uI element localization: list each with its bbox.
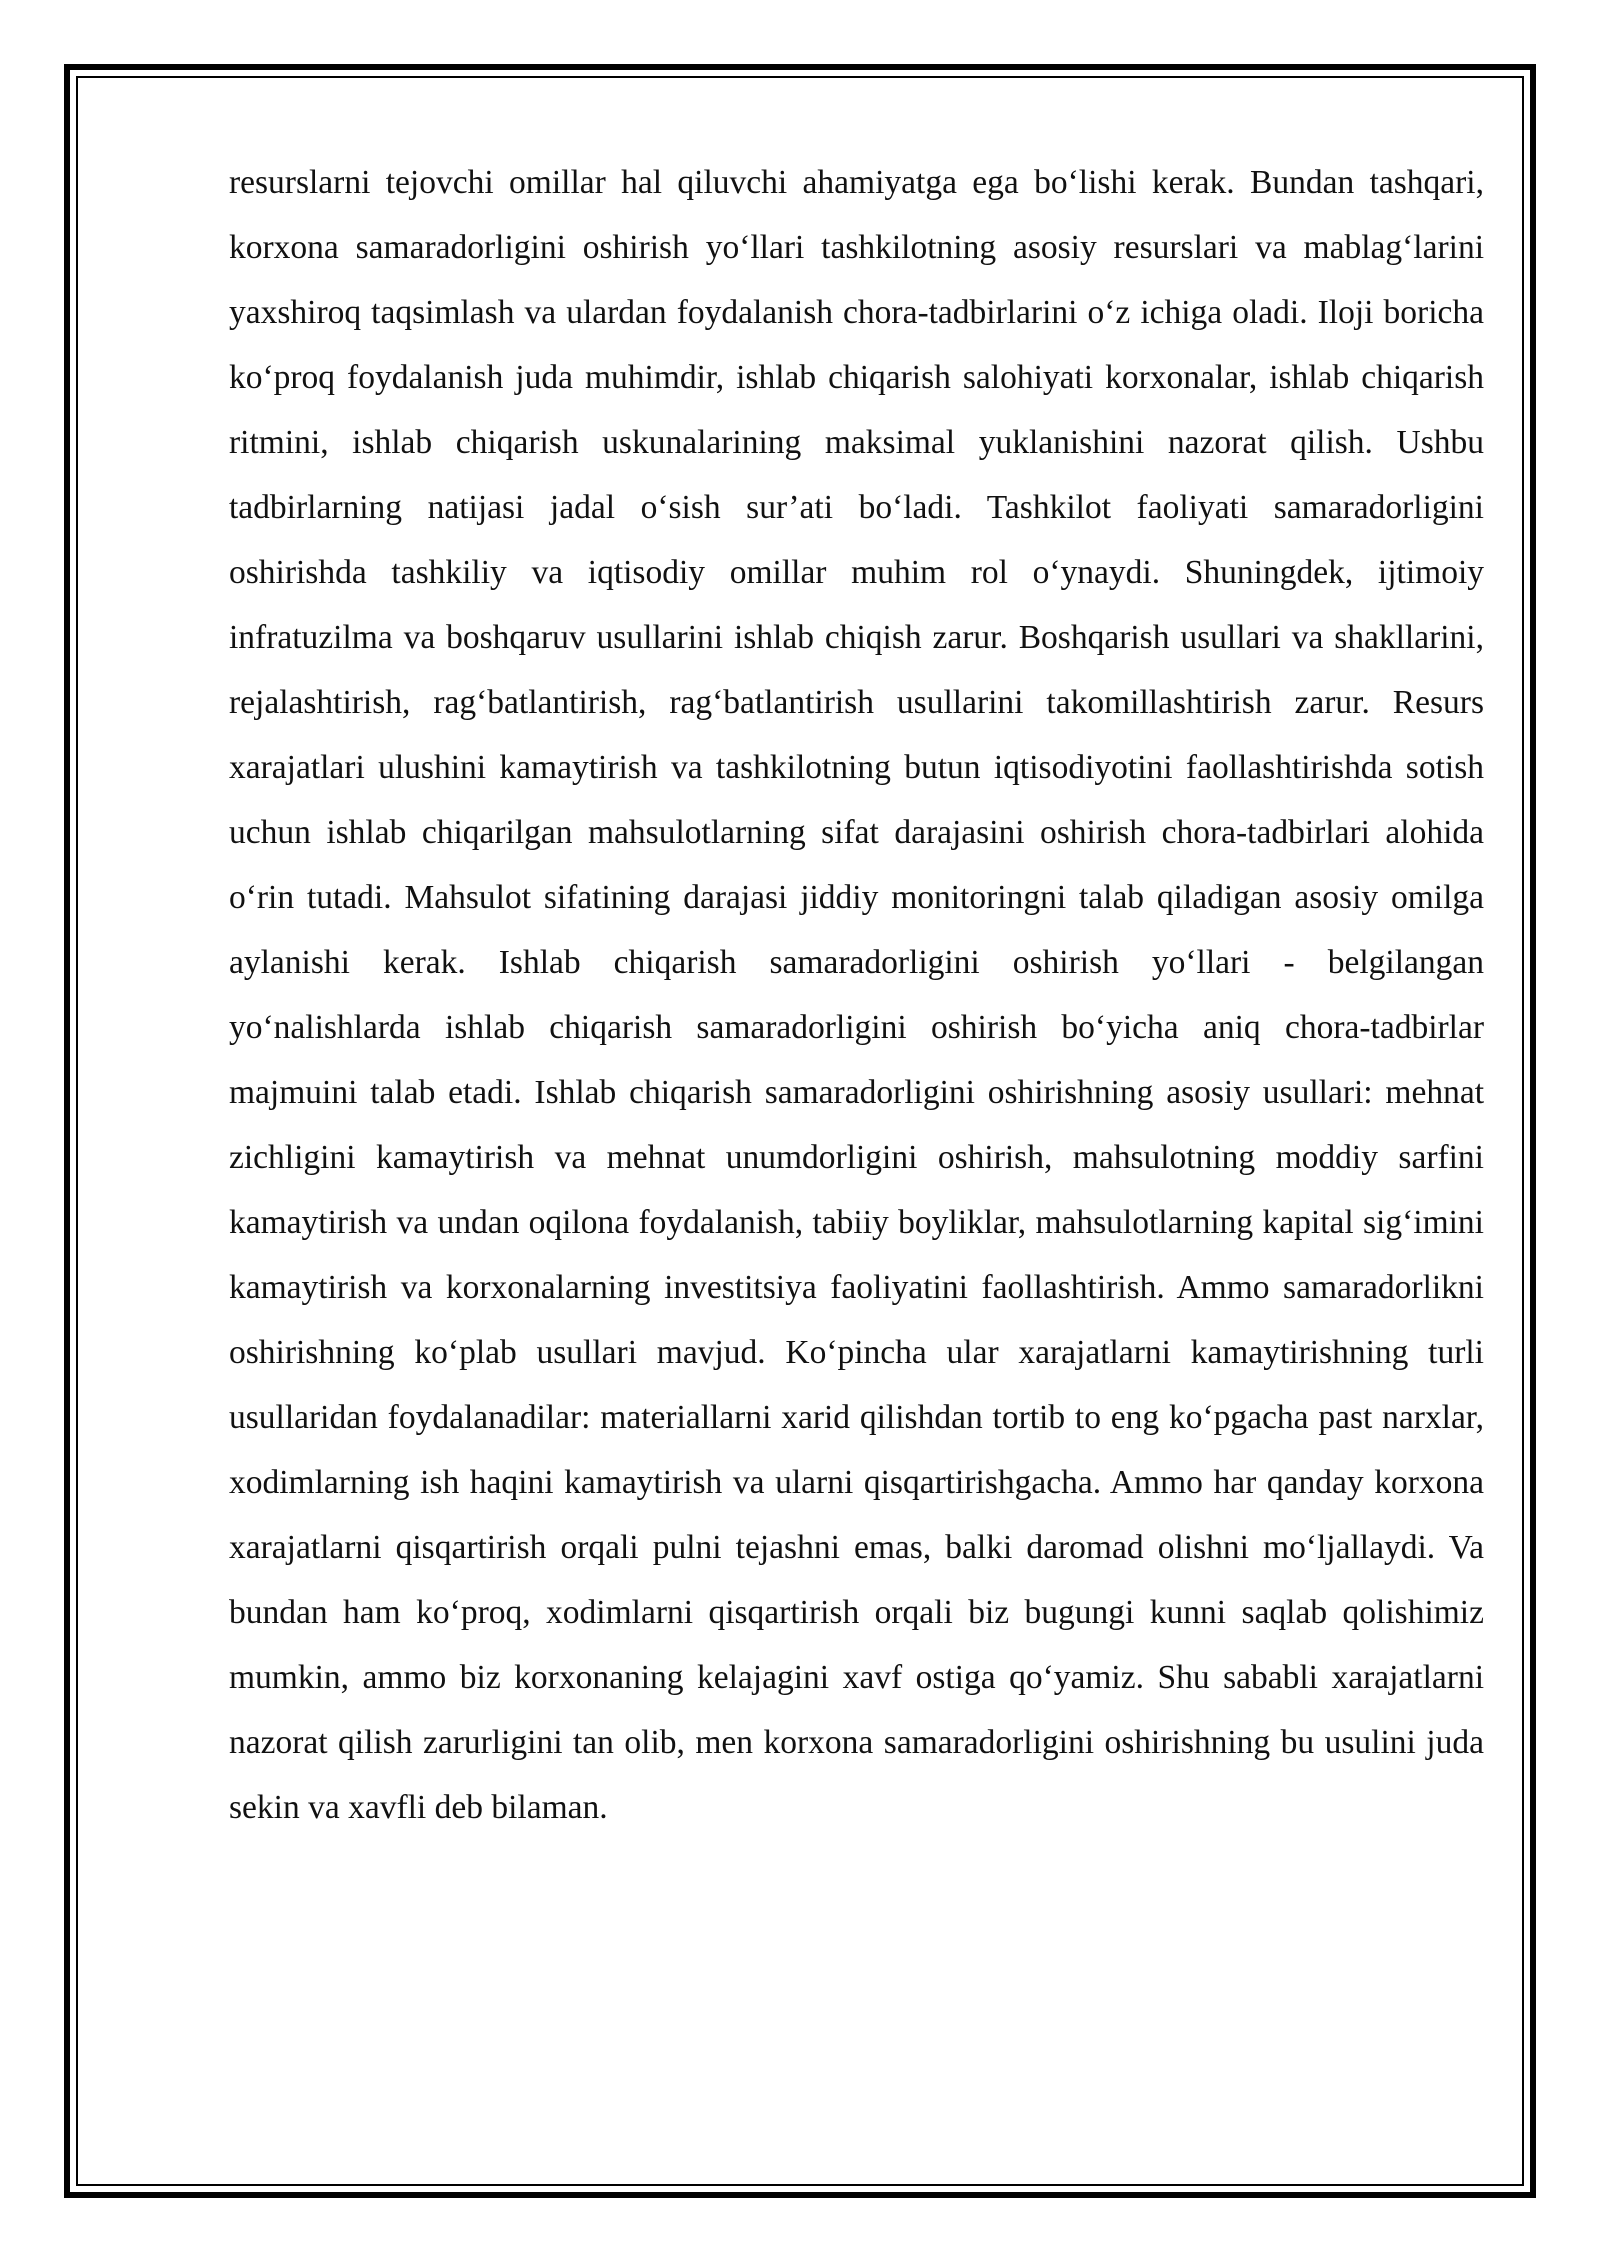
body-text [229,150,1484,1840]
body-paragraph: resurslarni tejovchi omillar hal qiluvchi ahamiyatga ega bo‘lishi kerak. Bundan tashqari, korxona samaradorligini oshirish yo‘llari tashkilotning asosiy resurslari va mablag‘larini yaxshiroq taqsimlash va ulardan foydalanish chora-tadbirlarini o‘z ichiga oladi. Iloji boricha ko‘proq foydalanish juda muhimdir, ishlab chiqarish salohiyati korxonalar, ishlab chiqarish ritmini, ishlab chiqarish uskunalarining maksimal yuklanishini nazorat qilish. Ushbu tadbirlarning natijasi jadal o‘sish sur’ati bo‘ladi. Tashkilot faoliyati samaradorligini oshirishda tashkiliy va iqtisodiy omillar muhim rol o‘ynaydi. Shuningdek, ijtimoiy infratuzilma va boshqaruv usullarini ishlab chiqish zarur. Boshqarish usullari va shakllarini, rejalashtirish, rag‘batlantirish, rag‘batlantirish usullarini takomillashtirish zarur. Resurs xarajatlari ulushini kamaytirish va tashkilotning butun iqtisodiyotini faollashtirishda sotish uchun ishlab chiqarilgan mahsulotlarning sifat darajasini oshirish chora-tadbirlari alohida o‘rin tutadi. Mahsulot sifatining darajasi jiddiy monitoringni talab qiladigan asosiy omilga aylanishi kerak. Ishlab chiqarish samaradorligini oshirish yo‘llari - belgilangan yo‘nalishlarda ishlab chiqarish samaradorligini oshirish bo‘yicha aniq chora-tadbirlar majmuini talab etadi. Ishlab chiqarish samaradorligini oshirishning asosiy usullari: mehnat zichligini kamaytirish va mehnat unumdorligini oshirish, mahsulotning moddiy sarfini kamaytirish va undan oqilona foydalanish, tabiiy boyliklar, mahsulotlarning kapital sig‘imini kamaytirish va korxonalarning investitsiya faoliyatini faollashtirish. Ammo samaradorlikni oshirishning ko‘plab usullari mavjud. Ko‘pincha ular xarajatlarni kamaytirishning turli usullaridan foydalanadilar: materiallarni xarid qilishdan tortib to eng ko‘pgacha past narxlar, xodimlarning ish haqini kamaytirish va ularni qisqartirishgacha. Ammo har qanday korxona xarajatlarni qisqartirish orqali pulni tejashni emas, balki daromad olishni mo‘ljallaydi. Va bundan ham ko‘proq, xodimlarni qisqartirish orqali biz bugungi kunni saqlab qolishimiz mumkin, ammo biz korxonaning kelajagini xavf ostiga qo‘yamiz. Shu sababli xarajatlarni nazorat qilish zarurligini tan olib, men korxona samaradorligini oshirishning bu usulini juda sekin va xavfli deb bilaman. [229,164,1484,1826]
